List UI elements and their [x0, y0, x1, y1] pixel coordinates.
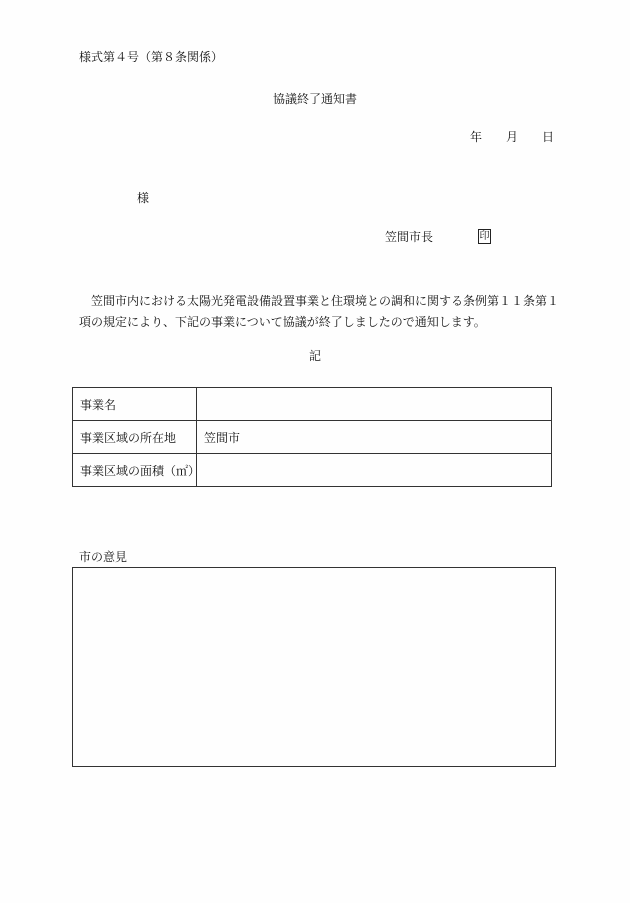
ki-heading: 記: [308, 349, 321, 363]
city-opinion-label: 市の意見: [79, 550, 128, 564]
date-line: [470, 131, 554, 143]
addressee-suffix: 様: [137, 191, 150, 205]
table-row: [73, 388, 552, 421]
body-text: 笠間市内における太陽光発電設備設置事業と住環境との調和に関する条例第１１条第１項の規定により、下記の事業について協議が終了しましたので通知します。: [79, 294, 560, 329]
form-number: 様式第４号（第８条関係）: [79, 50, 224, 64]
project-info-table: [72, 387, 552, 487]
date-day: 日: [542, 130, 555, 144]
project-area-field[interactable]: [197, 454, 552, 487]
project-name-field[interactable]: [197, 388, 552, 421]
city-opinion-box[interactable]: [72, 567, 556, 767]
date-year: 年: [470, 130, 483, 144]
project-location-field[interactable]: 笠間市: [197, 421, 552, 454]
seal-mark: 印: [479, 231, 490, 242]
table-row: [73, 454, 552, 487]
project-area-label: 事業区域の面積（㎡）: [73, 454, 197, 487]
project-name-label: 事業名: [73, 388, 197, 421]
date-month: 月: [506, 130, 519, 144]
sender-title: 笠間市長: [385, 230, 434, 244]
project-location-label: 事業区域の所在地: [73, 421, 197, 454]
table-row: [73, 421, 552, 454]
document-title: 協議終了通知書: [272, 92, 357, 106]
